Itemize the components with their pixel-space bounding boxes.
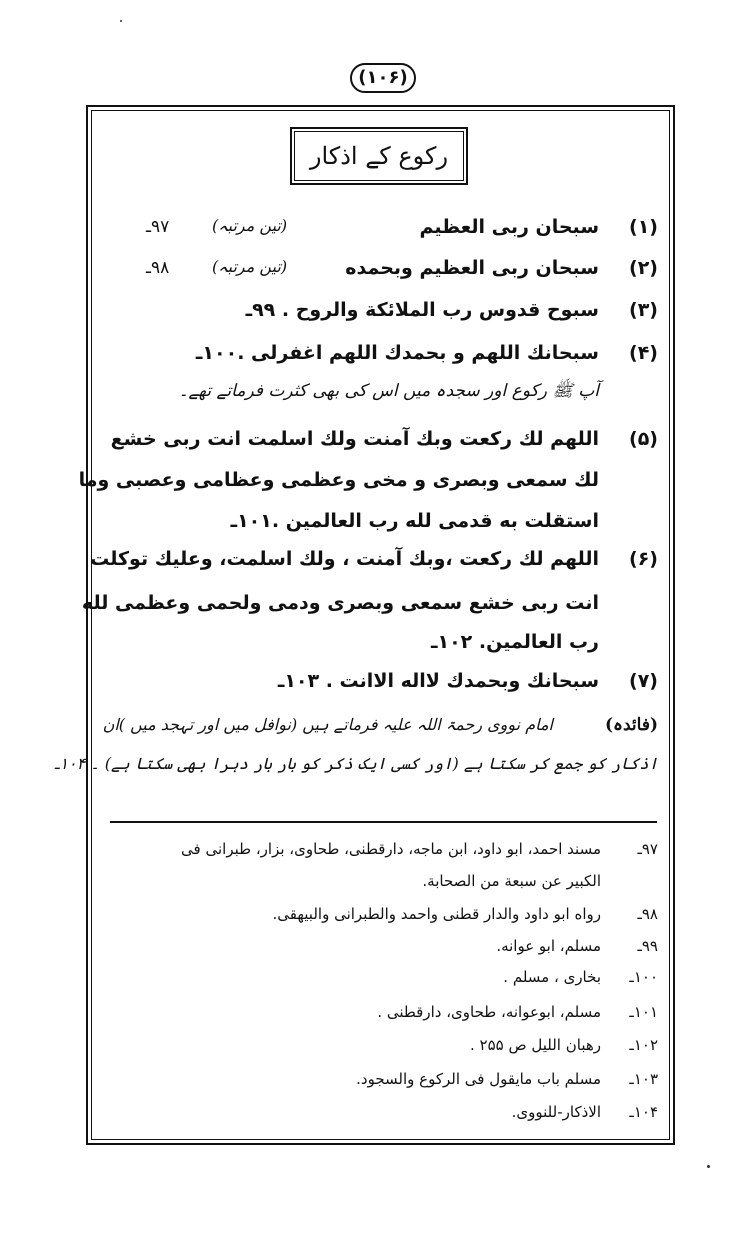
item-number: (۳)	[629, 299, 658, 321]
dhikr-text: سبوح قدوس رب الملائكة والروح . ۹۹ـ	[245, 299, 599, 321]
reference-number: ۹۸ـ	[146, 258, 170, 278]
footnote-divider	[110, 821, 657, 823]
footnote-number: ۱۰۲ـ	[629, 1036, 658, 1054]
dhikr-text-line: انت ربی خشع سمعی وبصری ودمی ولحمی وعظمی لله	[81, 592, 599, 614]
footnote-number: ۹۹ـ	[637, 937, 658, 955]
dhikr-text: سبحان ربی العظیم وبحمده	[345, 257, 599, 279]
item-number: (۴)	[629, 342, 658, 364]
dhikr-text: سبحانك وبحمدك لااله الاانت . ۱۰۳ـ	[277, 670, 599, 692]
dhikr-text-line: اللهم لك ركعت وبك آمنت ولك اسلمت انت ربی خشع	[110, 428, 599, 450]
dhikr-text-line: لك سمعی وبصری و مخی وعظمی وعظامی وعصبی وما	[78, 469, 599, 491]
footnote-text: مسلم باب مايقول فی الركوع والسجود.	[356, 1070, 601, 1088]
item-number: (۶)	[629, 548, 658, 570]
faida-text-line: اذکار کو جمع کر سکتا ہے (اور کسی ایک ذکر کو بار بار دہرا بھی سکتا ہے) ۔ ۱۰۴ـ	[54, 754, 658, 773]
footnote-text: بخاری ، مسلم .	[503, 968, 601, 986]
repeat-count: (تین مرتبہ)	[212, 257, 288, 276]
footnote-number: ۱۰۰ـ	[629, 968, 658, 986]
item-number: (۷)	[629, 670, 658, 692]
footnote-text: الاذكار-للنووی.	[511, 1103, 601, 1121]
footnote-number: ۹۸ـ	[637, 905, 658, 923]
reference-number: ۹۷ـ	[146, 217, 170, 237]
urdu-note: آپ ﷺ رکوع اور سجدہ میں اس کی بھی کثرت فرماتے تھے۔	[178, 381, 599, 401]
footnote-text: رواه ابو داود والدار قطنی واحمد والطبرانی والبيهقی.	[272, 905, 601, 923]
repeat-count: (تین مرتبہ)	[212, 216, 288, 235]
page-number: (۱۰۶)	[350, 63, 416, 93]
footnote-text: الكبير عن سبعة من الصحابة.	[422, 872, 601, 890]
footnote-number: ۱۰۱ـ	[629, 1003, 658, 1021]
dhikr-text: سبحان ربی العظیم	[419, 216, 599, 238]
dhikr-text: سبحانك اللهم و بحمدك اللهم اغفرلی .۱۰۰ـ	[195, 342, 599, 364]
footnote-text: مسند احمد، ابو داود، ابن ماجه، دارقطنی، طحاوی، بزار، طبرانی فی	[181, 840, 601, 858]
item-number: (۵)	[629, 428, 658, 450]
item-number: (۱)	[629, 216, 658, 238]
faida-text-line: امام نووی رحمۃ اللہ علیہ فرماتے ہیں (نوافل میں اور تہجد میں )ان	[102, 715, 553, 734]
speck	[120, 20, 122, 22]
faida-label: (فائدہ)	[604, 715, 658, 735]
dhikr-text-line: اللهم لك ركعت ،وبك آمنت ، ولك اسلمت، وعليك توكلت	[90, 548, 599, 570]
page-title: رکوع کے اذکار	[294, 131, 464, 181]
dhikr-text-line: استقلت به قدمی لله رب العالمين .۱۰۱ـ	[230, 510, 599, 532]
footnote-text: مسلم، ابوعوانه، طحاوی، دارقطنی .	[377, 1003, 601, 1021]
speck	[707, 1165, 710, 1168]
footnote-text: مسلم، ابو عوانه.	[496, 937, 601, 955]
footnote-number: ۱۰۴ـ	[629, 1103, 658, 1121]
item-number: (۲)	[629, 257, 658, 279]
footnote-number: ۱۰۳ـ	[629, 1070, 658, 1088]
footnote-text: رهبان الليل ص ۲۵۵ .	[469, 1036, 601, 1054]
dhikr-text-line: رب العالمين. ۱۰۲ـ	[430, 631, 599, 653]
footnote-number: ۹۷ـ	[637, 840, 658, 858]
